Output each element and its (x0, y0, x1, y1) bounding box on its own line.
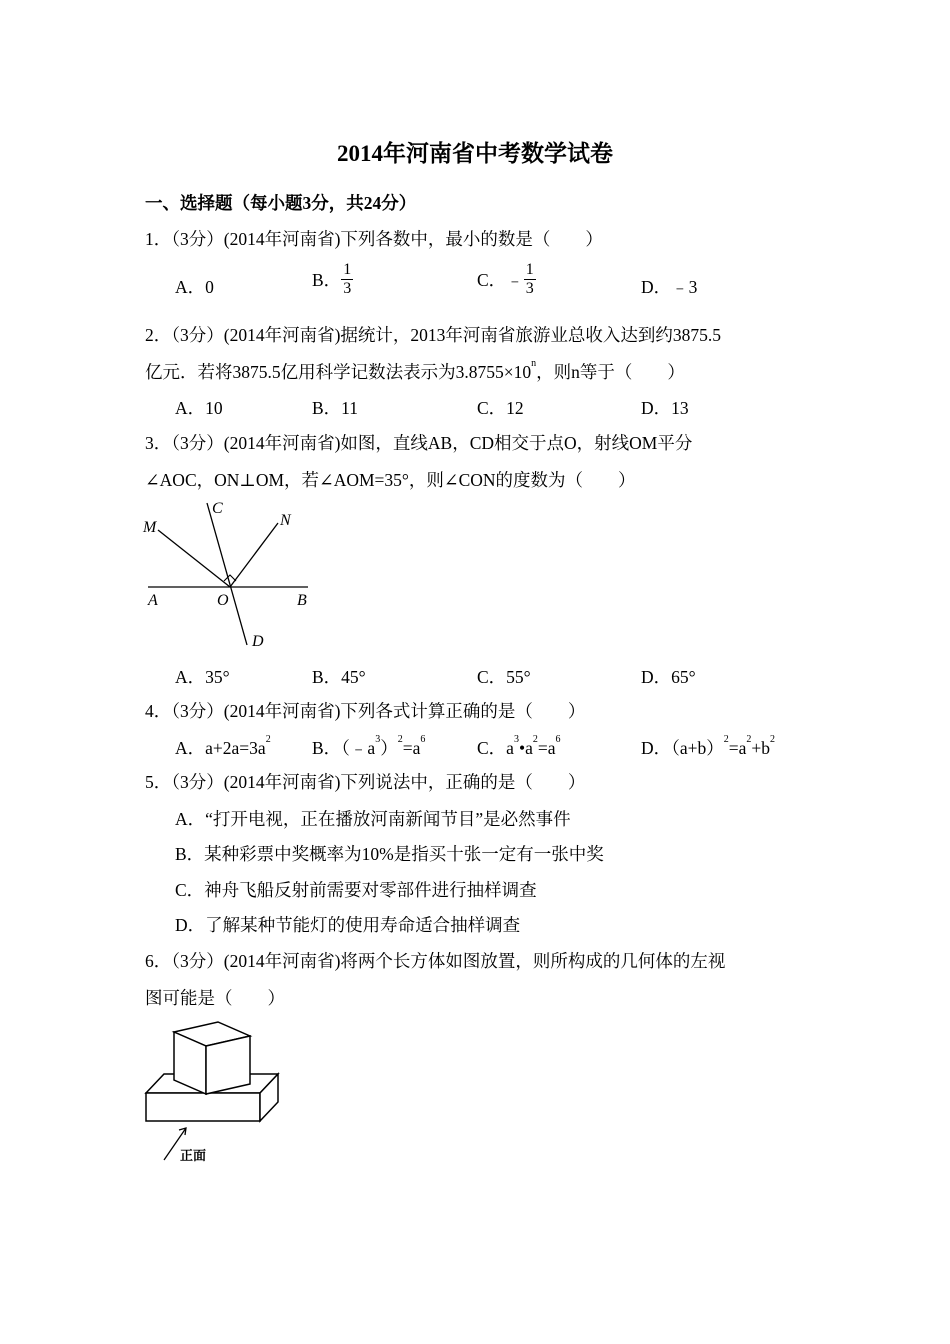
q1-option-d: D．﹣3 (641, 277, 698, 297)
q4-b-text: ） (380, 738, 398, 758)
exponent: 2 (397, 734, 403, 745)
denominator: 3 (343, 280, 352, 297)
cube-right-face (206, 1036, 250, 1094)
fraction (341, 262, 353, 297)
page-title: 2014年河南省中考数学试卷 (337, 141, 613, 166)
question-1-stem: 1．（3分）(2014年河南省)下列各数中，最小的数是（ ） (145, 229, 603, 249)
numerator: 1 (525, 261, 534, 278)
q2-text: 亿元．若将3875.5亿用科学记数法表示为3.8755×10 (145, 362, 532, 382)
exponent: 2 (265, 734, 271, 745)
question-3-line-2: ∠AOC，ON⊥OM，若∠AOM=35°，则∠CON的度数为（ ） (145, 470, 636, 490)
q1-option-c-prefix: C．﹣ (477, 270, 524, 290)
question-5-stem: 5．（3分）(2014年河南省)下列说法中，正确的是（ ） (145, 772, 586, 792)
q2-option-d: D．13 (641, 398, 689, 418)
q5-option-c: C．神舟飞船反射前需要对零部件进行抽样调查 (175, 880, 537, 900)
exponent: 6 (420, 734, 426, 745)
q4-b-text: =a (402, 738, 421, 758)
q5-option-d: D．了解某种节能灯的使用寿命适合抽样调查 (175, 915, 521, 935)
ray-om (158, 530, 230, 587)
q2-option-c: C．12 (477, 398, 524, 418)
q4-option-b (312, 735, 425, 760)
q1-option-c (477, 262, 536, 297)
right-angle-mark (224, 575, 236, 581)
q3-option-b: B．45° (312, 667, 366, 687)
exponent: 2 (723, 734, 729, 745)
q4-d-text: =a (728, 738, 747, 758)
exponent: n (531, 358, 537, 369)
q1-option-a: A．0 (175, 277, 214, 297)
label-b: B (297, 592, 307, 609)
q4-c-text: •a (518, 738, 533, 758)
q3-option-c: C．55° (477, 667, 531, 687)
front-label: 正面 (180, 1149, 207, 1164)
label-o: O (217, 592, 229, 609)
denominator: 3 (525, 280, 534, 297)
q1-option-b (312, 262, 353, 297)
question-4-stem: 4．（3分）(2014年河南省)下列各式计算正确的是（ ） (145, 701, 586, 721)
question-3-line-1: 3．（3分）(2014年河南省)如图，直线AB，CD相交于点O，射线OM平分 (145, 433, 693, 453)
q4-c-text: =a (537, 738, 556, 758)
q1-option-b-prefix: B． (312, 270, 342, 290)
label-n: N (280, 512, 291, 529)
fraction (524, 262, 536, 297)
q3-option-a: A．35° (175, 667, 230, 687)
q2-text: ，则n等于（ ） (536, 362, 685, 382)
q4-option-c (477, 735, 561, 760)
q2-option-a: A．10 (175, 398, 223, 418)
label-d: D (252, 633, 264, 650)
exponent: 6 (555, 734, 561, 745)
exponent: 2 (770, 734, 776, 745)
question-2-line-2 (145, 359, 685, 384)
exponent: 3 (513, 734, 519, 745)
intersecting-lines-figure (140, 495, 320, 655)
question-6-line-1: 6．（3分）(2014年河南省)将两个长方体如图放置，则所构成的几何体的左视 (145, 951, 726, 971)
q3-option-d: D．65° (641, 667, 696, 687)
label-c: C (212, 500, 223, 517)
numerator: 1 (343, 261, 352, 278)
q5-option-a: A．“打开电视，正在播放河南新闻节目”是必然事件 (175, 809, 571, 829)
label-a: A (148, 592, 158, 609)
q2-option-b: B．11 (312, 398, 359, 418)
q5-option-b: B．某种彩票中奖概率为10%是指买十张一定有一张中奖 (175, 844, 604, 864)
label-m: M (143, 519, 157, 536)
stacked-boxes-figure (140, 1018, 290, 1168)
q4-d-text: +b (751, 738, 771, 758)
ray-on (230, 523, 278, 587)
exponent: 2 (746, 734, 752, 745)
exponent: 3 (375, 734, 381, 745)
q4-b-text: B．（﹣a (312, 738, 376, 758)
q4-option-a (175, 735, 271, 760)
q4-d-text: D．（a+b） (641, 738, 724, 758)
q4-a-text: A．a+2a=3a (175, 738, 266, 758)
section-heading: 一、选择题（每小题3分，共24分） (145, 193, 417, 213)
exponent: 2 (532, 734, 538, 745)
q4-option-d (641, 735, 775, 760)
question-2-line-1: 2．（3分）(2014年河南省)据统计，2013年河南省旅游业总收入达到约3875.5 (145, 325, 722, 345)
q4-c-text: C．a (477, 738, 514, 758)
bottom-box-front-face (146, 1093, 260, 1121)
question-6-line-2: 图可能是（ ） (145, 988, 285, 1008)
